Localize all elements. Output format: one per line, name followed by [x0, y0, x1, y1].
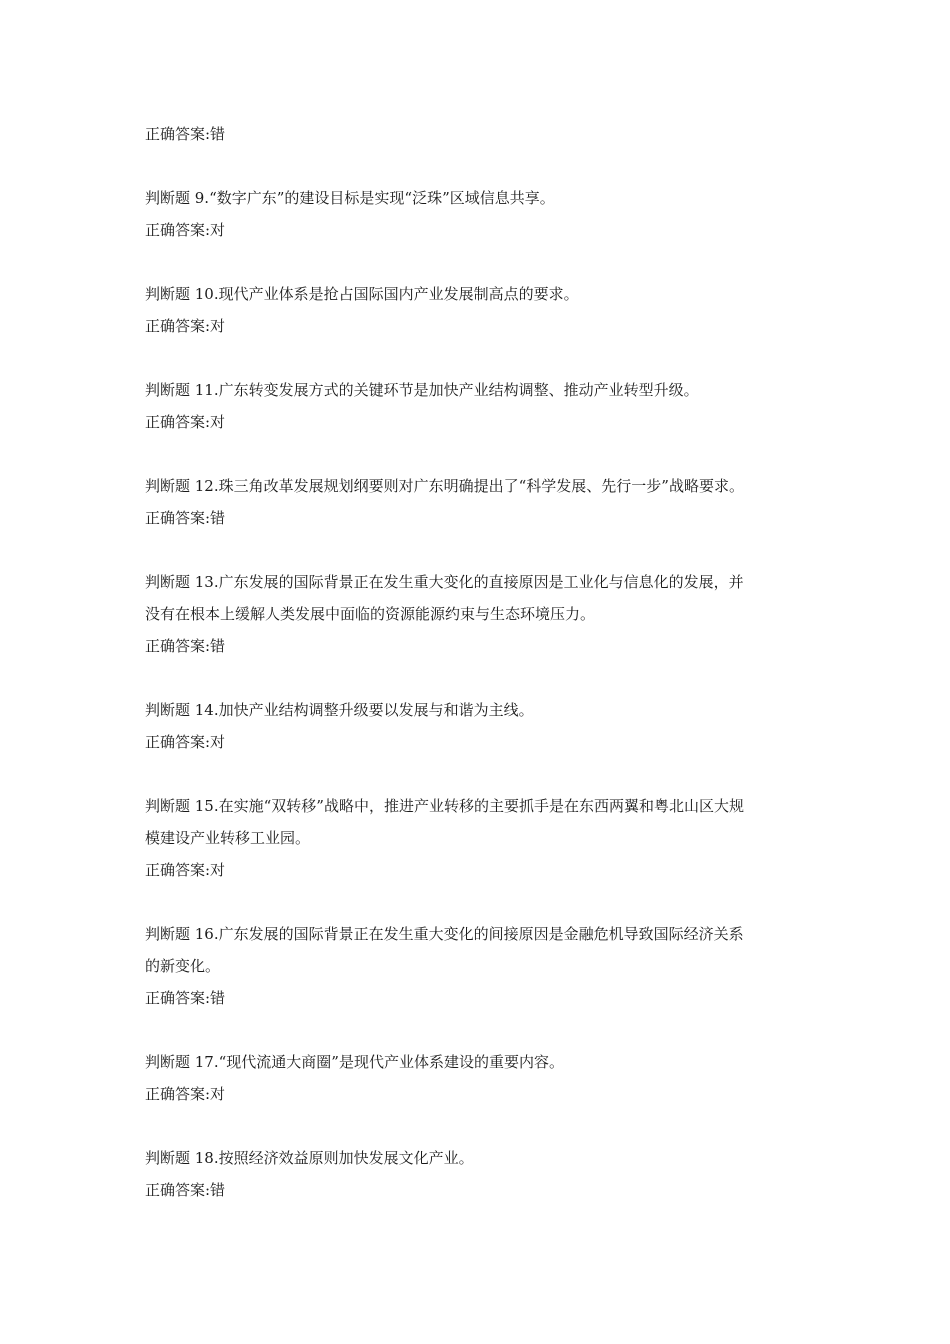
answer-line: 正确答案:对	[145, 221, 226, 239]
question-13-line-1: 判断题 13.广东发展的国际背景正在发生重大变化的直接原因是工业化与信息化的发展，并	[145, 573, 744, 591]
answer-line: 正确答案:对	[145, 733, 226, 751]
question-18: 判断题 18.按照经济效益原则加快发展文化产业。	[145, 1149, 474, 1167]
question-9: 判断题 9.“数字广东”的建设目标是实现“泛珠”区域信息共享。	[145, 189, 555, 207]
answer-line: 正确答案:错	[145, 989, 226, 1007]
answer-line: 正确答案:对	[145, 1085, 226, 1103]
answer-line: 正确答案:错	[145, 125, 226, 143]
answer-line: 正确答案:错	[145, 1181, 226, 1199]
question-13-line-2: 没有在根本上缓解人类发展中面临的资源能源约束与生态环境压力。	[145, 605, 596, 623]
question-15-line-1: 判断题 15.在实施“双转移”战略中，推进产业转移的主要抓手是在东西两翼和粤北山区大规	[145, 797, 744, 815]
answer-line: 正确答案:错	[145, 509, 226, 527]
question-16-line-2: 的新变化。	[145, 957, 221, 975]
question-17: 判断题 17.“现代流通大商圈”是现代产业体系建设的重要内容。	[145, 1053, 564, 1071]
question-16-line-1: 判断题 16.广东发展的国际背景正在发生重大变化的间接原因是金融危机导致国际经济关系	[145, 925, 744, 943]
answer-line: 正确答案:错	[145, 637, 226, 655]
answer-line: 正确答案:对	[145, 861, 226, 879]
question-11: 判断题 11.广东转变发展方式的关键环节是加快产业结构调整、推动产业转型升级。	[145, 381, 699, 399]
question-15-line-2: 模建设产业转移工业园。	[145, 829, 311, 847]
question-14: 判断题 14.加快产业结构调整升级要以发展与和谐为主线。	[145, 701, 534, 719]
question-10: 判断题 10.现代产业体系是抢占国际国内产业发展制高点的要求。	[145, 285, 579, 303]
answer-line: 正确答案:对	[145, 317, 226, 335]
question-12: 判断题 12.珠三角改革发展规划纲要则对广东明确提出了“科学发展、先行一步”战略要求。	[145, 477, 744, 495]
answer-line: 正确答案:对	[145, 413, 226, 431]
